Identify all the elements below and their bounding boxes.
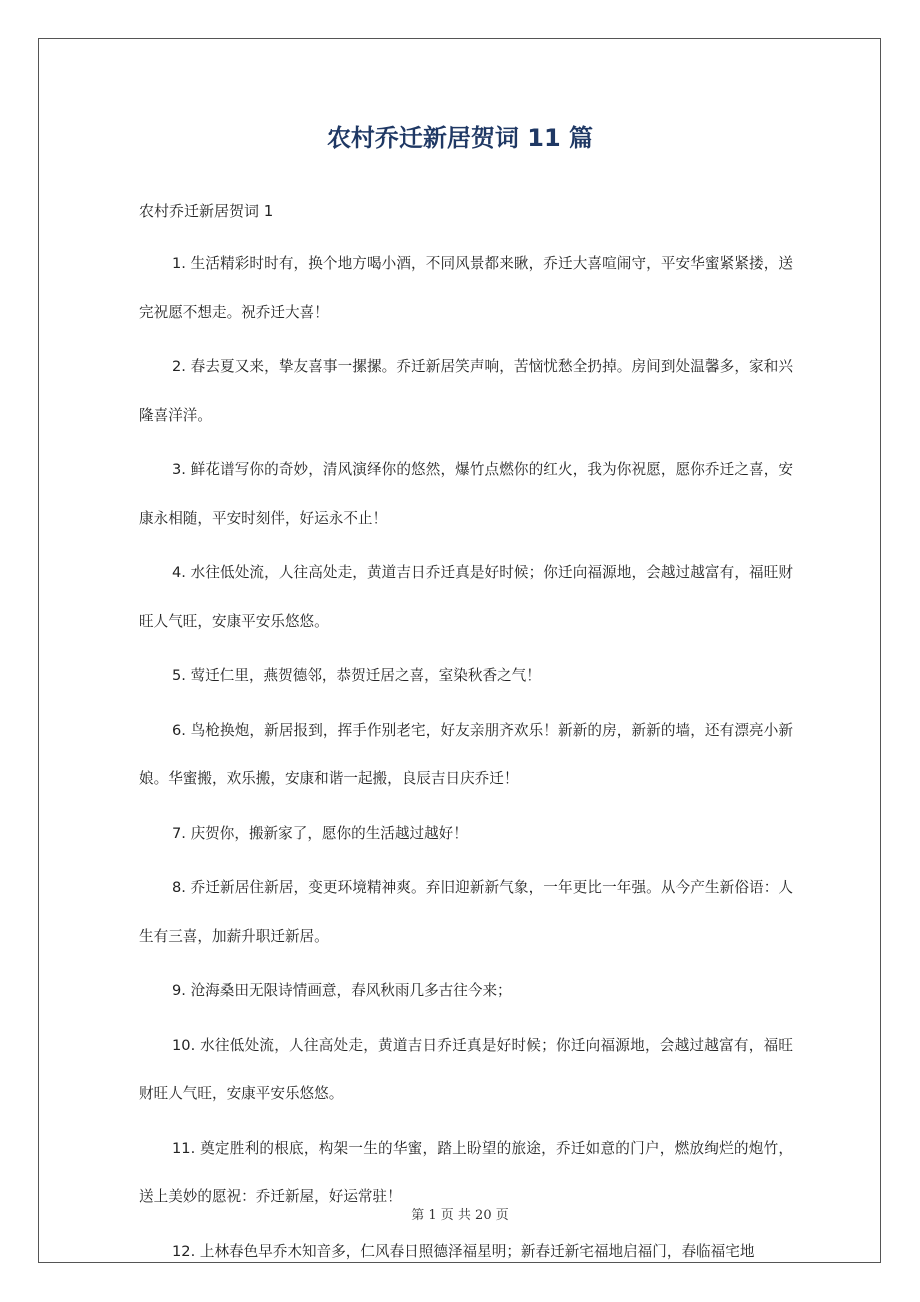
- paragraph-3: 3. 鲜花谱写你的奇妙，清风演绎你的悠然，爆竹点燃你的红火，我为你祝愿，愿你乔迁之喜，安康永相随，平安时刻伴，好运永不止！: [139, 461, 793, 527]
- page-footer: 第 1 页 共 20 页: [411, 1208, 509, 1223]
- paragraph-8: 8. 乔迁新居住新居，变更环境精神爽。弃旧迎新新气象，一年更比一年强。从今产生新俗语：人生有三喜，加薪升职迁新居。: [139, 879, 793, 945]
- paragraph-6: 6. 鸟枪换炮，新居报到，挥手作别老宅，好友亲朋齐欢乐！新新的房，新新的墙，还有漂亮小新娘。华蜜搬，欢乐搬，安康和谐一起搬，良辰吉日庆乔迁！: [139, 721, 793, 787]
- paragraph-4: 4. 水往低处流，人往高处走，黄道吉日乔迁真是好时候；你迁向福源地，会越过越富有，福旺财旺人气旺，安康平安乐悠悠。: [139, 564, 793, 630]
- paragraph-10: 10. 水往低处流，人往高处走，黄道吉日乔迁真是好时候；你迁向福源地，会越过越富有，福旺财旺人气旺，安康平安乐悠悠。: [139, 1036, 793, 1102]
- paragraph-11: 11. 奠定胜利的根底，构架一生的华蜜，踏上盼望的旅途，乔迁如意的门户，燃放绚烂的炮竹，送上美妙的愿祝：乔迁新屋，好运常驻！: [139, 1139, 793, 1205]
- document-title: 农村乔迁新居贺词 11 篇: [326, 124, 594, 152]
- paragraph-7: 7. 庆贺你，搬新家了，愿你的生活越过越好！: [172, 824, 468, 842]
- document-body: [139, 240, 793, 1282]
- paragraph-2: 2. 春去夏又来，挚友喜事一摞摞。乔迁新居笑声响，苦恼忧愁全扔掉。房间到处温馨多，家和兴隆喜洋洋。: [139, 358, 793, 424]
- paragraph-9: 9. 沧海桑田无限诗情画意，春风秋雨几多古往今来；: [172, 982, 512, 999]
- paragraph-12: 12. 上林春色早乔木知音多，仁风春日照德泽福星明；新春迁新宅福地启福门，春临福宅地: [172, 1242, 755, 1260]
- paragraph-5: 5. 莺迁仁里，燕贺德邻，恭贺迁居之喜，室染秋香之气！: [172, 667, 541, 684]
- paragraph-1: 1. 生活精彩时时有，换个地方喝小酒，不同风景都来瞅，乔迁大喜喧闹守，平安华蜜紧紧搂，送完祝愿不想走。祝乔迁大喜！: [139, 255, 793, 321]
- section-heading: 农村乔迁新居贺词 1: [139, 202, 274, 220]
